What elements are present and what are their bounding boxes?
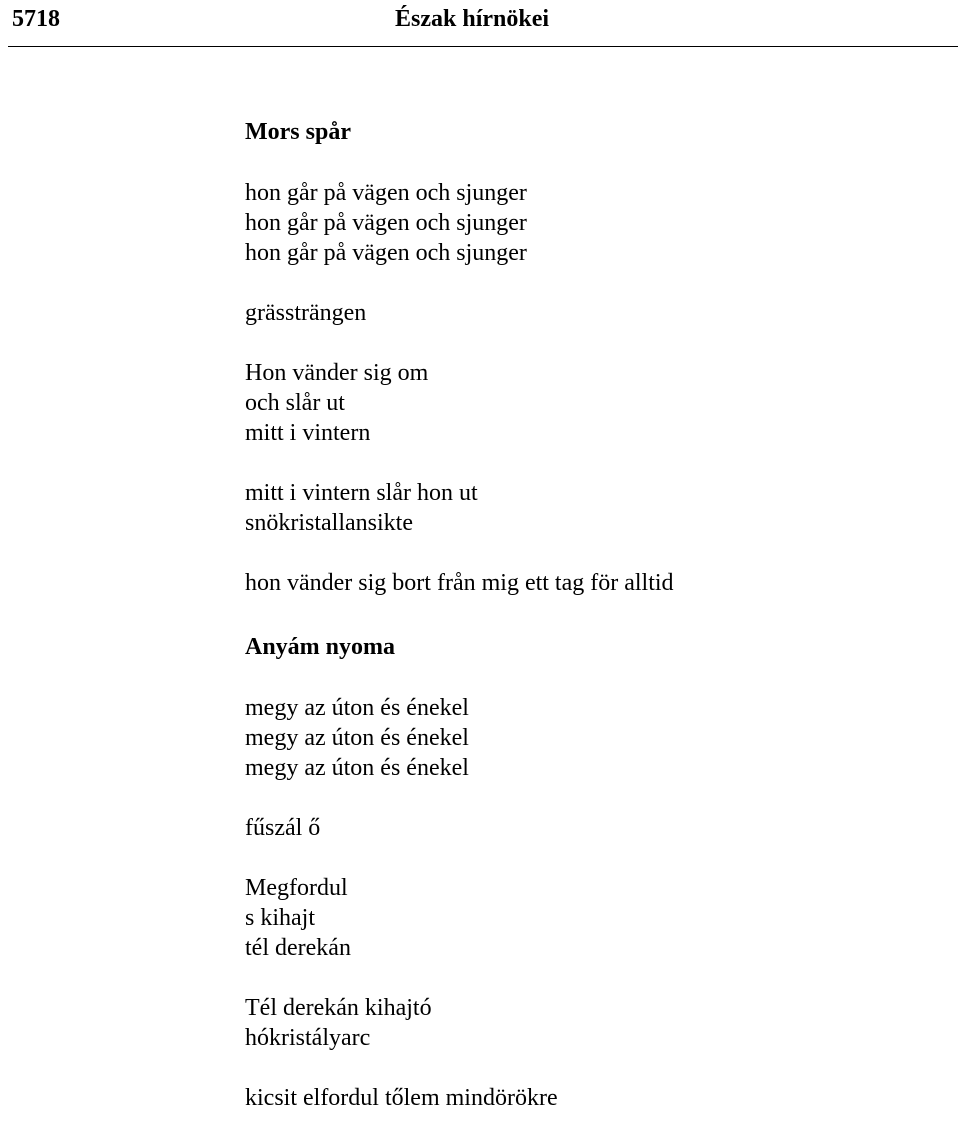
stanza: [245, 1083, 945, 1113]
poem-line: kicsit elfordul tőlem mindörökre: [245, 1085, 558, 1111]
poem-line: mitt i vintern slår hon ut: [245, 480, 478, 506]
stanza: [245, 568, 945, 598]
poem-line: snökristallansikte: [245, 510, 413, 536]
poem-line: fűszál ő: [245, 815, 321, 841]
poem-line: s kihajt: [245, 905, 315, 931]
page-header: [0, 0, 960, 46]
poem-line: hon går på vägen och sjunger: [245, 180, 527, 206]
stanza: [245, 693, 945, 783]
poem-line: hon vänder sig bort från mig ett tag för alltid: [245, 570, 674, 596]
poem-line: megy az úton és énekel: [245, 725, 469, 751]
poem-line: megy az úton és énekel: [245, 755, 469, 781]
running-title: Észak hírnökei: [395, 6, 550, 32]
poem-hungarian: [245, 632, 945, 1143]
stanza: [245, 298, 945, 328]
poem-title: Mors spår: [245, 119, 351, 145]
stanza: [245, 873, 945, 963]
poem-swedish: [245, 117, 945, 628]
header-rule: [8, 46, 958, 47]
stanza: [245, 813, 945, 843]
poem-line: hon går på vägen och sjunger: [245, 240, 527, 266]
stanza: [245, 993, 945, 1053]
poem-line: Hon vänder sig om: [245, 360, 429, 386]
poem-line: Megfordul: [245, 875, 348, 901]
page-number: 5718: [12, 6, 60, 32]
poem-line: Tél derekán kihajtó: [245, 995, 432, 1021]
poem-line: tél derekán: [245, 935, 351, 961]
stanza: [245, 178, 945, 268]
poem-line: hon går på vägen och sjunger: [245, 210, 527, 236]
poem-line: mitt i vintern: [245, 420, 371, 446]
stanza: [245, 358, 945, 448]
poem-title: Anyám nyoma: [245, 634, 396, 660]
poem-line: grässträngen: [245, 300, 367, 326]
poem-line: och slår ut: [245, 390, 345, 416]
poem-line: hókristályarc: [245, 1025, 371, 1051]
poem-line: megy az úton és énekel: [245, 695, 469, 721]
stanza: [245, 478, 945, 538]
